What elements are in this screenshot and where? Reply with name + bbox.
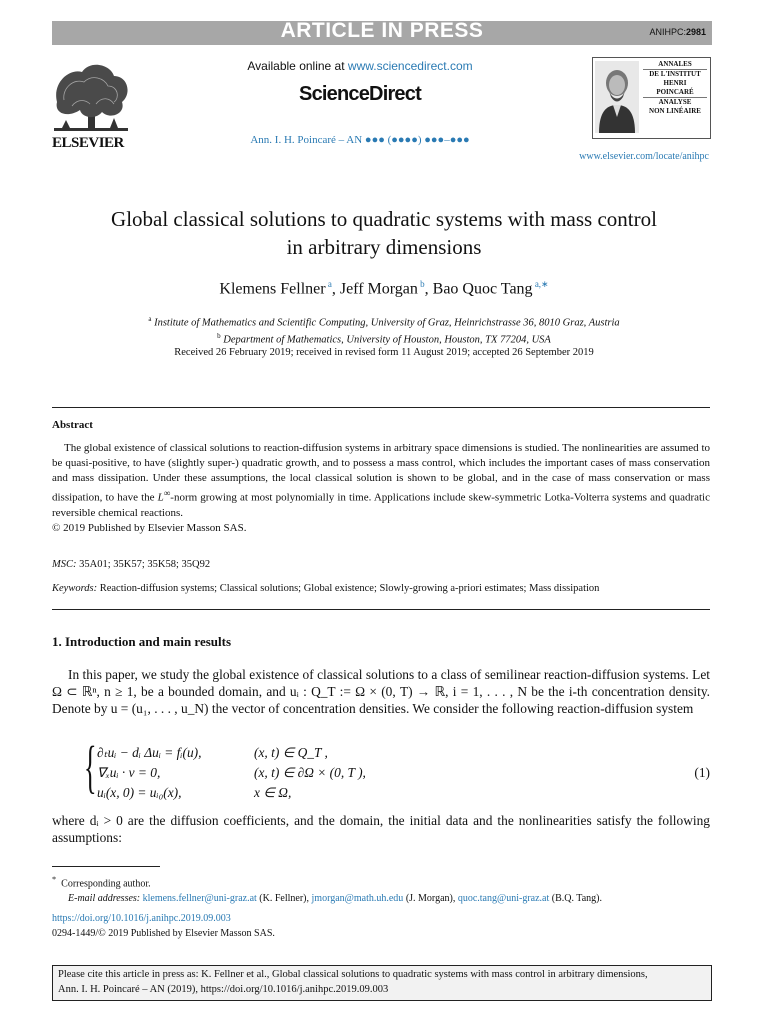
journal-reference[interactable]: Ann. I. H. Poincaré – AN ●●● (●●●●) ●●●–●●● <box>250 134 470 146</box>
citation-box: Please cite this article in press as: K. Fellner et al., Global classical solutions to quadratic systems with mass control in arbitrary dimensions, Ann. I. H. Poincaré – AN (2019), https://doi.org/10.1016/j.anihpc.2019.09.003 <box>52 965 712 1001</box>
email-link[interactable]: jmorgan@math.uh.edu <box>311 893 404 905</box>
issn-line: 0294-1449/© 2019 Published by Elsevier Masson SAS. <box>52 928 275 939</box>
keywords: Keywords: Reaction-diffusion systems; Classical solutions; Global existence; Slowly-growing a-priori estimates; Mass dissipation <box>52 583 600 594</box>
journal-url-link[interactable]: www.elsevier.com/locate/anihpc <box>579 151 709 162</box>
section-heading: 1. Introduction and main results <box>52 634 232 649</box>
equation-number: (1) <box>694 765 710 780</box>
author-name: Bao Quoc Tang <box>432 280 533 298</box>
divider <box>52 609 710 610</box>
poincare-portrait <box>595 61 639 133</box>
article-in-press-banner <box>52 21 712 45</box>
available-online: Available online at www.sciencedirect.com <box>247 59 473 73</box>
abstract-body: The global existence of classical solutions to reaction-diffusion systems in arbitrary space dimensions is studied. The nonlinearities are assumed to be quasi-positive, to have (slightly super-) quadratic growth, and to possess a mass control, which includes the important cases of mass conservation and mass dissipation. Under these assumptions, the local classical solution is shown to be global, and in the case of mass conservation or mass dissipation, to have the L∞-norm growing at most polynomially in time. Applications include skew-symmetric Lotka-Volterra systems and quadratic reversible chemical reactions. © 2019 Published by Elsevier Masson SAS. <box>52 442 710 534</box>
sciencedirect-logo: ScienceDirect <box>299 83 421 105</box>
elsevier-wordmark: ELSEVIER <box>52 135 124 151</box>
received-dates: Received 26 February 2019; received in revised form 11 August 2019; accepted 26 September 2019 <box>174 347 594 358</box>
abstract-copyright: © 2019 Published by Elsevier Masson SAS. <box>52 521 247 534</box>
footnote: * Corresponding author. E-mail addresses: klemens.fellner@uni-graz.at (K. Fellner), jmorgan@math.uh.edu (J. Morgan), quoc.tang@uni-graz.at (B.Q. Tang). <box>52 875 602 905</box>
left-brace: { <box>84 734 97 799</box>
article-code: ANIHPC:2981 <box>649 27 706 37</box>
assumptions-paragraph: where dᵢ > 0 are the diffusion coefficients, and the domain, the initial data and the nonlinearities satisfy the following assumptions: <box>52 813 710 845</box>
sciencedirect-link[interactable]: www.sciencedirect.com <box>347 59 473 73</box>
author-name: Jeff Morgan <box>339 280 418 298</box>
author-name: Klemens Fellner <box>219 280 326 298</box>
abstract-heading: Abstract <box>52 419 93 431</box>
paper-title: Global classical solutions to quadratic systems with mass control in arbitrary dimensions <box>111 207 657 259</box>
intro-paragraph: In this paper, we study the global existence of classical solutions to a class of semilinear reaction-diffusion systems. Let Ω ⊂ ℝⁿ, n ≥ 1, be a bounded domain, and uᵢ : Q_T := Ω × (0, T) → ℝ, i = 1, . . . , N be the i-th concentration density. Denote by u = (u₁, . . . , u_N) the vector of concentration densities. We consider the following reaction-diffusion system <box>52 667 710 716</box>
divider <box>52 407 710 408</box>
affiliations: $^a$ Institute of Mathematics and Scientific Computing, University of Graz, Heinrichstrasse 36, 8010 Graz, Austria $^b$ Department of Mathematics, University of Houston, Houston, TX 77204, USA <box>148 315 620 345</box>
author-list: Klemens Fellner $^a$, Jeff Morgan $^b$, Bao Quoc Tang $^{a,∗}$ <box>219 279 549 298</box>
msc-codes: MSC: 35A01; 35K57; 35K58; 35Q92 <box>52 559 211 570</box>
cover-title: ANNALES DE L'INSTITUT HENRI POINCARÉ ANALYSE NON LINÉAIRE <box>643 60 707 116</box>
email-link[interactable]: quoc.tang@uni-graz.at <box>457 893 550 905</box>
elsevier-tree-logo <box>52 62 130 134</box>
equation-system <box>84 734 710 805</box>
doi-link[interactable]: https://doi.org/10.1016/j.anihpc.2019.09.003 <box>52 913 231 924</box>
equation-conditions: (x, t) ∈ Q_T , (x, t) ∈ ∂Ω × (0, T ), x ∈ Ω, <box>254 745 366 800</box>
banner-title: ARTICLE IN PRESS <box>280 19 484 42</box>
footnote-divider <box>52 866 160 867</box>
journal-cover <box>592 57 711 139</box>
equation-lhs: ∂ₜuᵢ − dᵢ Δuᵢ = fᵢ(u), ∇ₓuᵢ · ν = 0, uᵢ(x, 0) = uᵢ₀(x), <box>97 745 202 800</box>
email-link[interactable]: klemens.fellner@uni-graz.at <box>142 893 257 905</box>
doi-block <box>52 911 275 941</box>
